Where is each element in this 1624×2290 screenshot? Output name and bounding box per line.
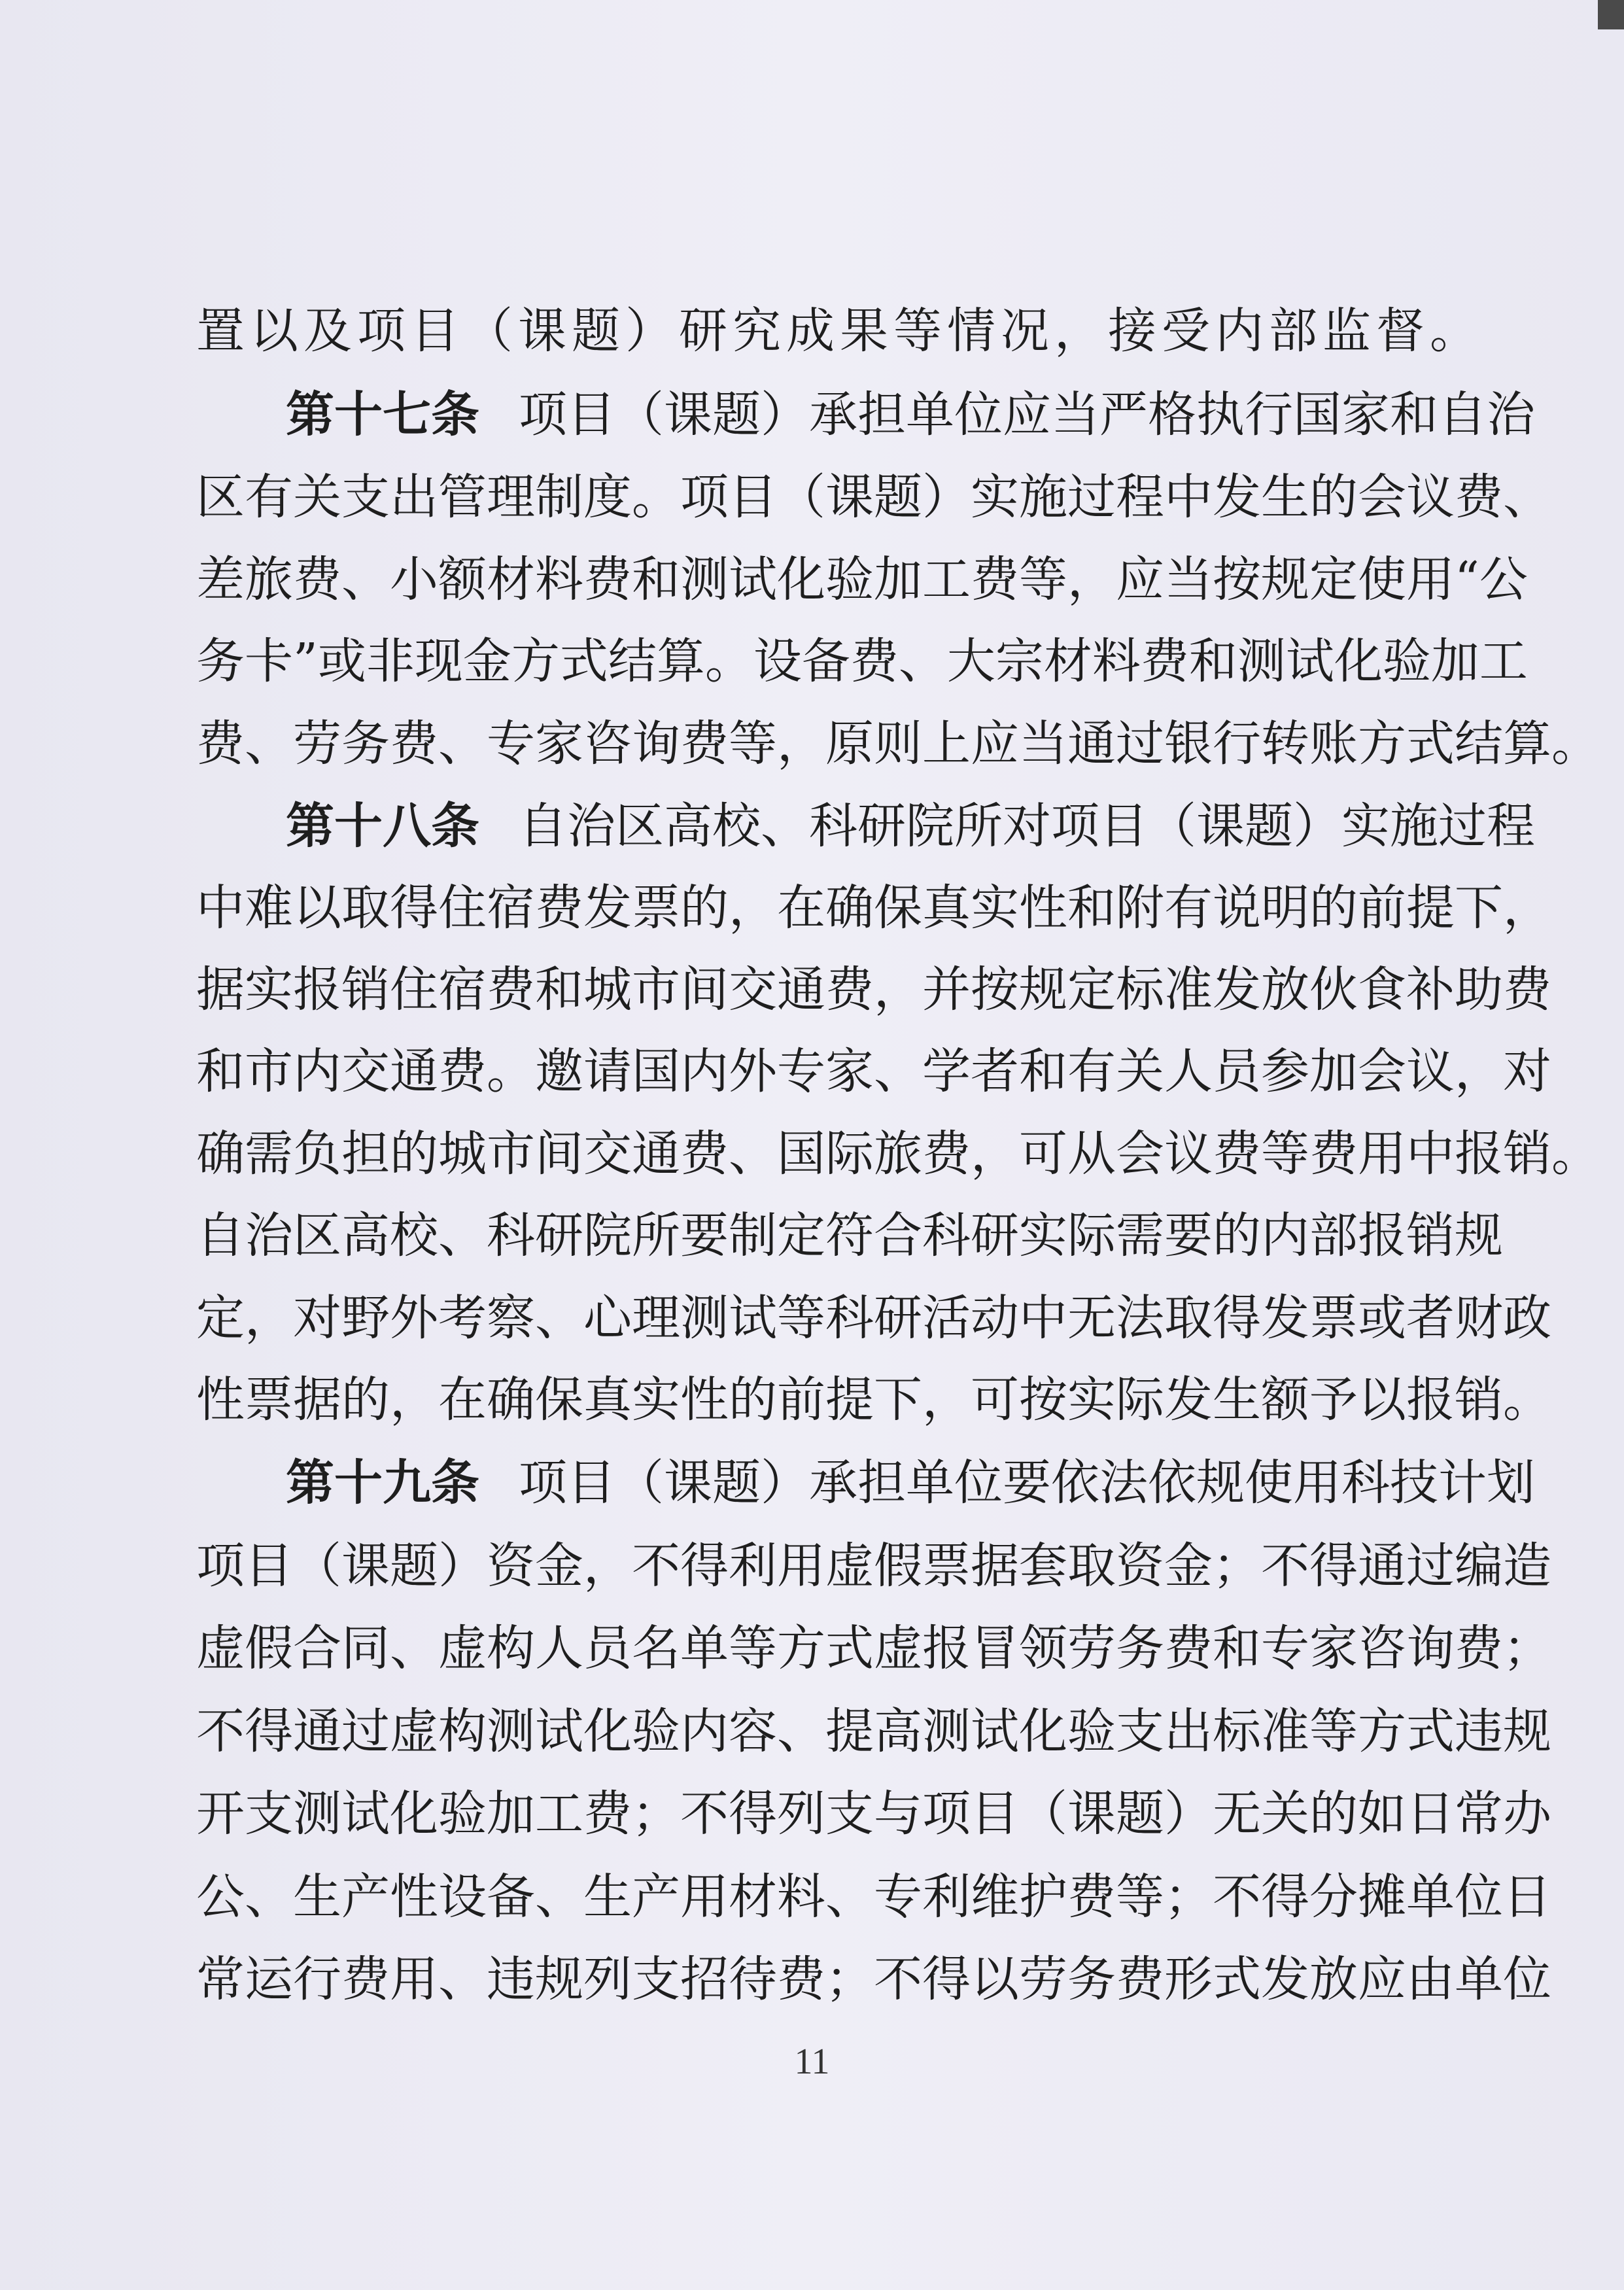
text-line-20: [196, 1858, 1551, 1936]
article-19-heading: 第十九条: [286, 1455, 479, 1511]
text-line-9: [196, 950, 1551, 1029]
scan-corner-shadow: [1598, 0, 1624, 29]
text-line-11: [196, 1115, 1600, 1193]
text-line-5: [196, 622, 1528, 701]
line-text: 开支测试化验加工费；不得列支与项目（课题）无关的如日常办: [196, 1786, 1551, 1842]
text-line-16: [196, 1527, 1551, 1605]
line-text: 虚假合同、虚构人员名单等方式虚报冒领劳务费和专家咨询费；: [196, 1620, 1551, 1676]
article-17-heading-line: [286, 375, 1535, 454]
text-line-4: [196, 540, 1528, 619]
line-text: 项目（课题）资金，不得利用虚假票据套取资金；不得通过编造: [196, 1538, 1551, 1594]
text-line-6: [196, 704, 1600, 783]
line-text: 常运行费用、违规列支招待费；不得以劳务费形式发放应由单位: [196, 1951, 1551, 2007]
line-text: 务卡”或非现金方式结算。设备费、大宗材料费和测试化验加工: [196, 633, 1528, 689]
article-19-heading-line: [286, 1444, 1535, 1522]
text-line-14: [196, 1361, 1551, 1439]
line-text: 和市内交通费。邀请国内外专家、学者和有关人员参加会议，对: [196, 1043, 1551, 1100]
text-line-3: [196, 458, 1551, 536]
text-line-13: [196, 1279, 1551, 1357]
text-line-10: [196, 1032, 1551, 1111]
text-line-21: [196, 1940, 1551, 2019]
article-18-heading: 第十八条: [286, 798, 479, 854]
text-line-17: [196, 1609, 1551, 1688]
line-text: 据实报销住宿费和城市间交通费，并按规定标准发放伙食补助费: [196, 962, 1551, 1018]
text-line-12: [196, 1196, 1503, 1275]
line-text: 不得通过虚构测试化验内容、提高测试化验支出标准等方式违规: [196, 1703, 1551, 1760]
page-number: 11: [794, 2041, 830, 2082]
line-text: 区有关支出管理制度。项目（课题）实施过程中发生的会议费、: [196, 469, 1551, 525]
article-17-heading: 第十七条: [286, 387, 479, 443]
line-text: 确需负担的城市间交通费、国际旅费，可从会议费等费用中报销。: [196, 1126, 1600, 1182]
line-text: 自治区高校、科研院所对项目（课题）实施过程: [519, 798, 1535, 854]
text-line-8: [196, 869, 1551, 947]
line-text: 性票据的，在确保真实性的前提下，可按实际发生额予以报销。: [196, 1372, 1551, 1428]
line-text: 公、生产性设备、生产用材料、专利维护费等；不得分摊单位日: [196, 1869, 1551, 1925]
article-18-heading-line: [286, 787, 1535, 865]
text-line-1: [196, 292, 1483, 370]
line-text: 费、劳务费、专家咨询费等，原则上应当通过银行转账方式结算。: [196, 716, 1600, 772]
line-text: 项目（课题）承担单位要依法依规使用科技计划: [519, 1455, 1535, 1511]
text-line-19: [196, 1775, 1551, 1853]
line-text: 项目（课题）承担单位应当严格执行国家和自治: [519, 387, 1535, 443]
line-text: 中难以取得住宿费发票的，在确保真实性和附有说明的前提下，: [196, 880, 1551, 936]
line-text: 自治区高校、科研院所要制定符合科研实际需要的内部报销规: [196, 1207, 1503, 1264]
text-line-18: [196, 1692, 1551, 1771]
line-text: 置以及项目（课题）研究成果等情况，接受内部监督。: [196, 303, 1483, 359]
line-text: 差旅费、小额材料费和测试化验加工费等，应当按规定使用“公: [196, 551, 1528, 608]
line-text: 定，对野外考察、心理测试等科研活动中无法取得发票或者财政: [196, 1290, 1551, 1346]
